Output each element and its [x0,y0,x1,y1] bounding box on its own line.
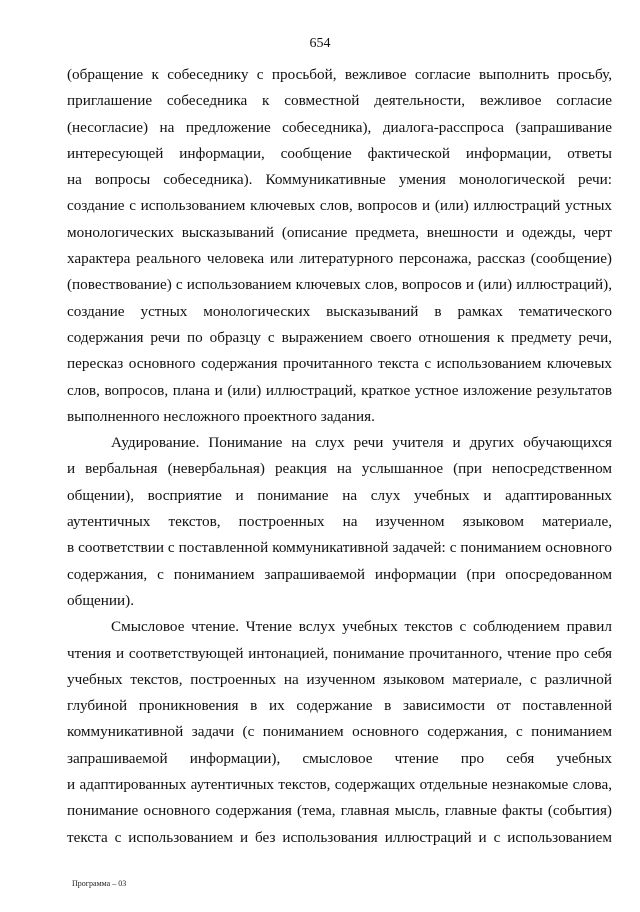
text-line: монологических высказываний (описание предмета, внешности и одежды, черт [67,223,612,241]
text-line: глубиной проникновения в их содержание в зависимости от поставленной [67,697,612,715]
text-line: выполненного несложного проектного задания. [67,407,375,425]
text-line: и вербальная (невербальная) реакция на услышанное (при непосредственном [67,460,612,478]
text-line: Смысловое чтение. Чтение вслух учебных текстов с соблюдением правил [111,618,612,636]
text-line: (обращение к собеседнику с просьбой, вежливое согласие выполнить просьбу, [67,66,612,83]
text-line: содержания речи по образцу с выражением своего отношения к предмету речи, [67,328,612,346]
text-line: общении). [67,591,134,609]
text-line: (повествование) с использованием ключевых слов, вопросов и (или) иллюстраций), [67,276,612,294]
body-text [67,62,612,851]
text-line: Аудирование. Понимание на слух речи учителя и других обучающихся [111,434,612,452]
text-line: слов, вопросов, плана и (или) иллюстраций, краткое устное изложение результатов [67,381,612,399]
text-line: понимание основного содержания (тема, главная мысль, главные факты (события) [67,802,612,820]
text-line: общении), восприятие и понимание на слух учебных и адаптированных [67,486,612,504]
text-line: характера реального человека или литературного персонажа, рассказ (сообщение) [67,250,612,268]
text-line: в соответствии с поставленной коммуникативной задачей: с пониманием основного [67,539,612,557]
text-line: запрашиваемой информации), смысловое чтение про себя учебных [67,749,612,767]
text-line: чтения и соответствующей интонацией, понимание прочитанного, чтение про себя [67,644,612,662]
text-line: интересующей информации, сообщение фактической информации, ответы [67,144,612,162]
text-line: приглашение собеседника к совместной деятельности, вежливое согласие [67,92,612,110]
footer-label: Программа – 03 [72,879,127,888]
text-line: учебных текстов, построенных на изученном языковом материале, с различной [67,670,612,688]
text-line: и адаптированных аутентичных текстов, содержащих отдельные незнакомые слова, [67,776,612,794]
text-line: создание с использованием ключевых слов, вопросов и (или) иллюстраций устных [67,197,612,215]
text-line: содержания, с пониманием запрашиваемой информации (при опосредованном [67,565,612,583]
text-line: аутентичных текстов, построенных на изученном языковом материале, [67,513,612,531]
text-line: коммуникативной задачи (с пониманием основного содержания, с пониманием [67,723,612,741]
text-line: текста с использованием и без использования иллюстраций и с использованием [67,828,612,846]
text-line: на вопросы собеседника). Коммуникативные умения монологической речи: [67,171,612,189]
text-line: (несогласие) на предложение собеседника), диалога-расспроса (запрашивание [67,118,612,136]
text-line: пересказ основного содержания прочитанного текста с использованием ключевых [67,355,612,373]
text-line: создание устных монологических высказываний в рамках тематического [67,302,612,320]
page-number: 654 [309,36,331,51]
